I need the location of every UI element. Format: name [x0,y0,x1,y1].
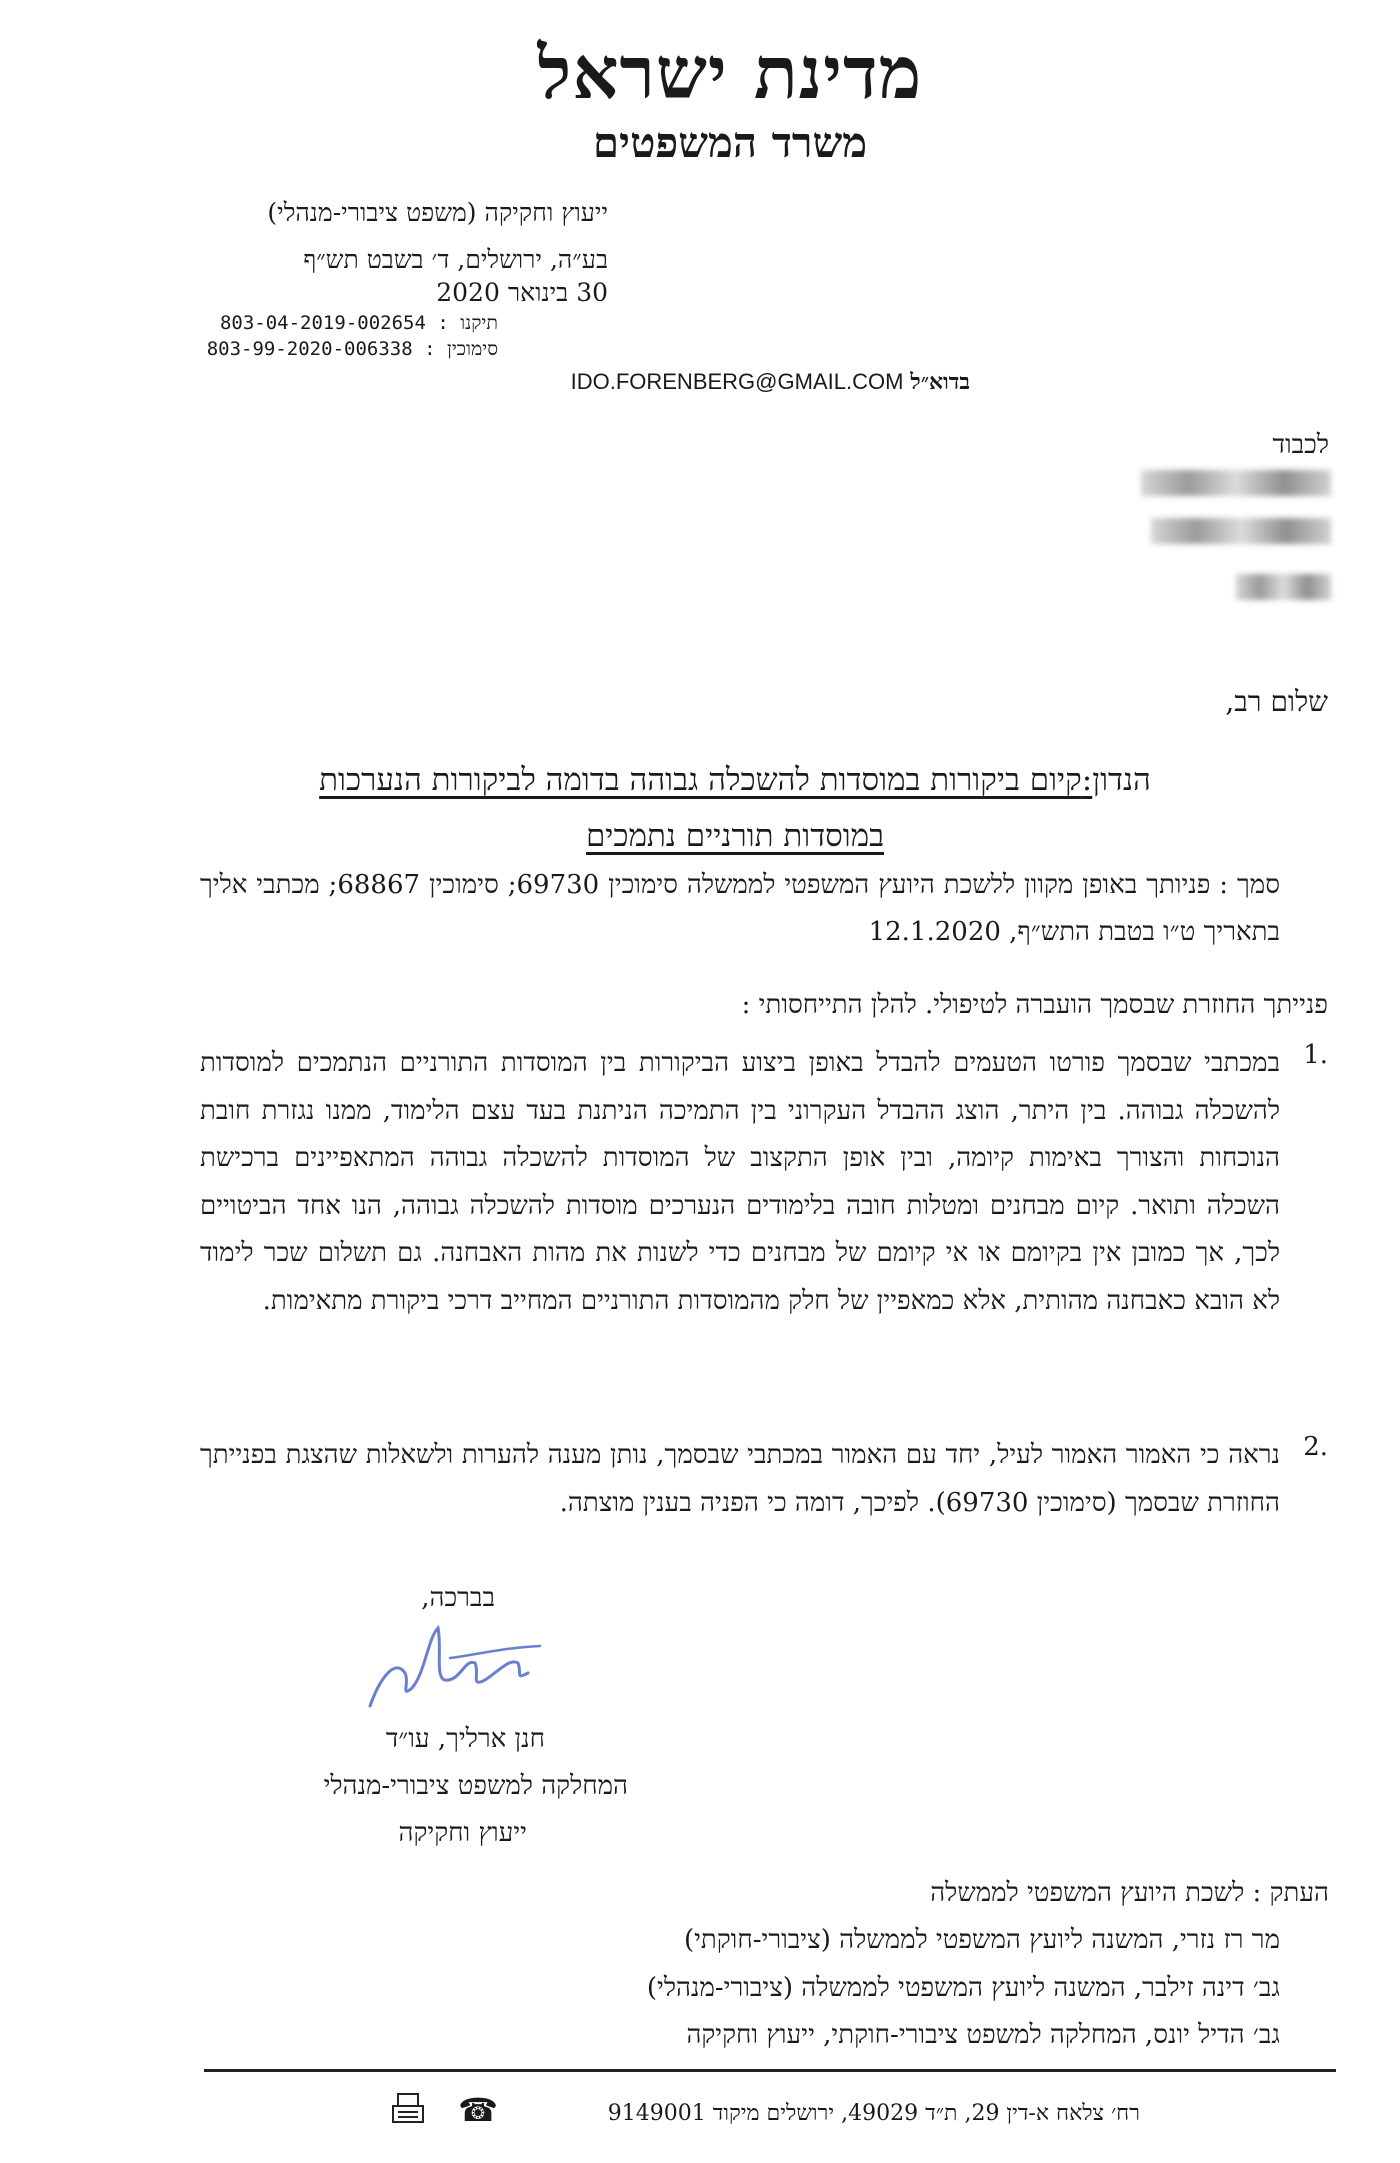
cc-label: העתק [1269,1878,1329,1908]
item-text-1: במכתבי שבסמך פורטו הטעמים להבדל באופן ביצוע הביקורות בין המוסדות התורניים הנתמכים למוסדות להשכלה גבוהה. בין היתר, הוצג ההבדל העקרוני בין התמיכה הניתנת בעד עצם הלימוד, ממנו נגזרת חובת הנוכחות והצורך באימות קיומה, ובין אופן התקצוב של המוסדות להשכלה גבוהה המתאפיינים ברכישת השכלה ותואר. קיום מבחנים ומטלות חובה בלימודים הנערכים מוסדות להשכלה גבוהה, הנו אחד הביטויים לכך, אך כמובן אין בקיומם או אי קיומם של מבחנים כדי לשנות את מהות האבחנה. גם תשלום שכר לימוד לא הובא כאבחנה מהותית, אלא כמאפיין של חלק מהמוסדות התורניים המחייב דרכי ביקורת מתאימות. [200,1048,1280,1316]
signer-division: ייעוץ וחקיקה [398,1818,527,1848]
recipient-salutation: לכבוד [1272,430,1329,460]
subject-line-1: הנדון:קיום ביקורות במוסדות להשכלה גבוהה בדומה לביקורות הנערכות [319,762,1151,798]
gregorian-date: 30 בינואר 2020 [436,278,608,307]
ref-number: 803-99-2020-006338 [206,338,413,360]
email-address: IDO.FORENBERG@GMAIL.COM [570,369,904,394]
delivery-line [565,369,970,395]
delivery-label: בדוא״ל [910,369,970,395]
closing: בברכה, [421,1583,495,1613]
file-number-line [220,312,498,335]
redacted-recipient-name [1141,470,1331,496]
redacted-recipient-city [1236,574,1331,600]
footer-address: רח׳ צלאח א-דין 29, ת״ד 49029, ירושלים מיקוד 9149001 [607,2101,1140,2126]
phone-icon: ☎ [458,2091,498,2129]
file-number: 803-04-2019-002654 [219,312,426,334]
signer-department: המחלקה למשפט ציבורי-מנהלי [323,1771,628,1801]
item-text-2: נראה כי האמור האמור לעיל, יחד עם האמור במכתבי שבסמך, נותן מענה להערות ולשאלות שהצגת בפנייתך החוזרת שבסמך (סימוכין 69730). לפיכך, דומה כי הפניה בענין מוצתה. [200,1440,1280,1518]
subject-line-2 [205,808,1265,864]
signer-name: חנן ארליך, עו״ד [385,1724,545,1754]
subject-label: הנדון [1092,762,1151,798]
hebrew-date: בע״ה, ירושלים, ד׳ בשבט תש״ף [303,245,608,274]
subject-block [205,752,1265,864]
item-number-2: 2. [1303,1432,1328,1462]
cc-first: : לשכת היועץ המשפטי לממשלה [930,1878,1262,1908]
redacted-recipient-address [1151,518,1331,544]
cc-recipient: גב׳ הדיל יונס, המחלקה למשפט ציבורי-חוקתי, ייעוץ וחקיקה [686,2020,1280,2050]
subject-text-2: במוסדות תורניים נתמכים [585,818,885,854]
reference-text: : פניותך באופן מקוון ללשכת היועץ המשפטי לממשלה סימוכין 69730; סימוכין 68867; מכתבי אליך בתאריך ט״ו בטבת התש״ף, 12.1.2020 [200,870,1280,947]
fax-icon [388,2092,428,2128]
cc-recipient: מר רז נזרי, המשנה ליועץ המשפטי לממשלה (ציבורי-חוקתי) [683,1925,1280,1955]
reference-number-line [207,338,498,361]
item-number-1: 1. [1303,1040,1328,1070]
file-label: תיקנו : [437,312,498,334]
greeting: שלום רב, [1225,685,1328,718]
intro-paragraph: פנייתך החוזרת שבסמך הועברה לטיפולי. להלן התייחסותי : [741,990,1328,1020]
footer-divider [204,2069,1336,2072]
subject-text-1: קיום ביקורות במוסדות להשכלה גבוהה בדומה לביקורות הנערכות [319,762,1082,798]
handwritten-signature [350,1618,560,1728]
reference-label: סמך [1237,870,1280,900]
letterhead-ministry: משרד המשפטים [592,118,868,167]
cc-recipient: גב׳ דינה זילבר, המשנה ליועץ המשפטי לממשלה (ציבורי-מנהלי) [646,1973,1280,2003]
cc-line-1 [930,1870,1329,1918]
department-line: ייעוץ וחקיקה (משפט ציבורי-מנהלי) [267,198,608,227]
reference-block [200,862,1280,956]
letterhead-state: מדינת ישראל [537,30,923,115]
ref-label: סימוכין : [424,338,498,360]
